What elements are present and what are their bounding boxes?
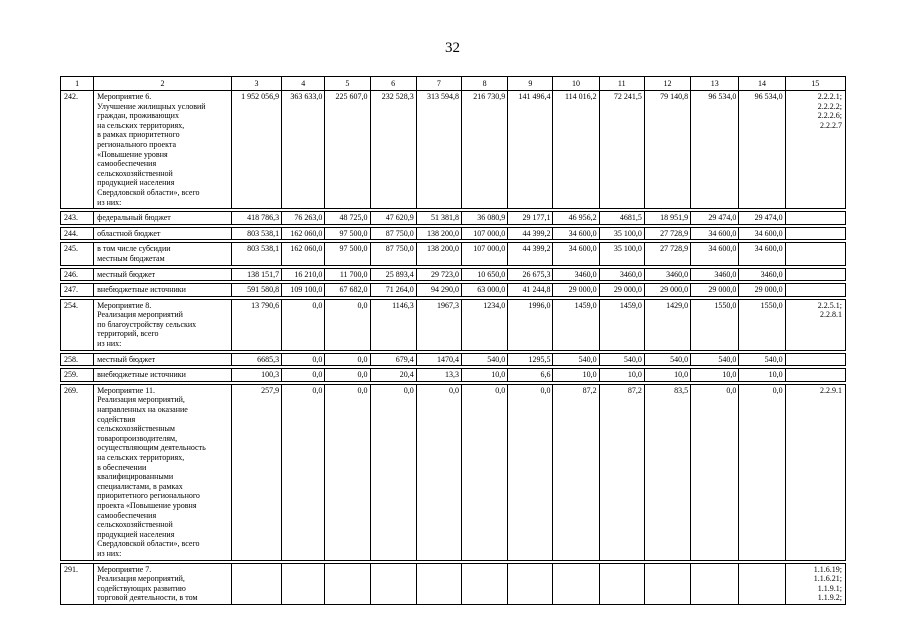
description-line: самообеспечения xyxy=(97,159,157,169)
amount-cell-col-11: 3460,0 xyxy=(599,268,644,281)
amount-cell-col-7: 1470,4 xyxy=(416,353,461,366)
amount-cell-col-5: 225 607,0 xyxy=(325,91,370,209)
description-line: Реализация мероприятий xyxy=(97,310,183,320)
amount-cell-col-6: 47 620,9 xyxy=(370,212,416,225)
amount-cell-col-10: 3460,0 xyxy=(553,268,599,281)
row-number: 247. xyxy=(61,284,94,297)
target-indicators xyxy=(785,353,845,366)
description-line: внебюджетные источники xyxy=(97,370,186,380)
amount-cell-col-3: 100,3 xyxy=(231,369,281,382)
amount-cell-col-3: 418 786,3 xyxy=(231,212,281,225)
row-description xyxy=(94,384,232,560)
amount-cell-col-13: 540,0 xyxy=(691,353,739,366)
amount-cell-col-14: 1550,0 xyxy=(739,299,785,350)
amount-cell-col-11: 29 000,0 xyxy=(599,284,644,297)
amount-cell-col-11: 35 100,0 xyxy=(599,227,644,240)
amount-cell-col-5: 67 682,0 xyxy=(325,284,370,297)
amount-cell-col-10 xyxy=(553,563,599,604)
amount-cell-col-7: 138 200,0 xyxy=(416,243,461,265)
amount-cell-col-5: 97 500,0 xyxy=(325,227,370,240)
description-line: специалистами, в рамках xyxy=(97,481,183,491)
description-line: Реализация мероприятий, xyxy=(97,395,185,405)
amount-cell-col-4: 76 263,0 xyxy=(282,212,325,225)
amount-cell-col-10: 34 600,0 xyxy=(553,227,599,240)
amount-cell-col-5: 0,0 xyxy=(325,369,370,382)
table-row xyxy=(61,227,846,240)
amount-cell-col-9 xyxy=(508,563,553,604)
amount-cell-col-4: 162 060,0 xyxy=(282,243,325,265)
amount-cell-col-4: 0,0 xyxy=(282,369,325,382)
target-indicator: 1.1.9.2; xyxy=(817,593,842,603)
amount-cell-col-8: 10,0 xyxy=(461,369,507,382)
amount-cell-col-8: 107 000,0 xyxy=(461,243,507,265)
description-line: Мероприятие 7. xyxy=(97,564,152,574)
amount-cell-col-6: 87 750,0 xyxy=(370,243,416,265)
amount-cell-col-6: 679,4 xyxy=(370,353,416,366)
amount-cell-col-14: 0,0 xyxy=(739,384,785,560)
row-number: 258. xyxy=(61,353,94,366)
amount-cell-col-9: 1996,0 xyxy=(508,299,553,350)
description-line: самообеспечения xyxy=(97,510,157,520)
row-number: 243. xyxy=(61,212,94,225)
amount-cell-col-13: 29 000,0 xyxy=(691,284,739,297)
amount-cell-col-5: 0,0 xyxy=(325,384,370,560)
target-indicators xyxy=(785,299,845,350)
table-row xyxy=(61,91,846,209)
amount-cell-col-11: 72 241,5 xyxy=(599,91,644,209)
table-row xyxy=(61,284,846,297)
description-line: в обеспечении xyxy=(97,462,147,472)
amount-cell-col-4: 16 210,0 xyxy=(282,268,325,281)
amount-cell-col-12: 79 140,8 xyxy=(644,91,690,209)
description-line: внебюджетные источники xyxy=(97,285,186,295)
description-line: приоритетного регионального xyxy=(97,491,200,501)
row-number: 246. xyxy=(61,268,94,281)
amount-cell-col-14: 29 474,0 xyxy=(739,212,785,225)
amount-cell-col-13: 10,0 xyxy=(691,369,739,382)
amount-cell-col-12: 3460,0 xyxy=(644,268,690,281)
table-row xyxy=(61,299,846,350)
amount-cell-col-10: 87,2 xyxy=(553,384,599,560)
amount-cell-col-9: 0,0 xyxy=(508,384,553,560)
description-line: Мероприятие 11. xyxy=(97,385,155,395)
row-description xyxy=(94,227,232,240)
table-row xyxy=(61,563,846,604)
row-number: 291. xyxy=(61,563,94,604)
amount-cell-col-7: 313 594,8 xyxy=(416,91,461,209)
amount-cell-col-10: 114 016,2 xyxy=(553,91,599,209)
target-indicators xyxy=(785,91,845,209)
description-line: по благоустройству сельских xyxy=(97,319,197,329)
target-indicators xyxy=(785,243,845,265)
row-number: 242. xyxy=(61,91,94,209)
row-description xyxy=(94,353,232,366)
amount-cell-col-7: 138 200,0 xyxy=(416,227,461,240)
amount-cell-col-3 xyxy=(231,563,281,604)
amount-cell-col-13: 3460,0 xyxy=(691,268,739,281)
description-line: в том числе субсидии xyxy=(97,244,171,254)
description-line: продукцией населения xyxy=(97,529,175,539)
amount-cell-col-9: 26 675,3 xyxy=(508,268,553,281)
amount-cell-col-11: 10,0 xyxy=(599,369,644,382)
description-line: в рамках приоритетного xyxy=(97,130,180,140)
amount-cell-col-3: 6685,3 xyxy=(231,353,281,366)
amount-cell-col-12 xyxy=(644,563,690,604)
column-number-10: 10 xyxy=(553,77,599,91)
column-number-6: 6 xyxy=(370,77,416,91)
row-description xyxy=(94,369,232,382)
description-line: регионального проекта xyxy=(97,139,177,149)
amount-cell-col-5: 97 500,0 xyxy=(325,243,370,265)
amount-cell-col-9: 44 399,2 xyxy=(508,243,553,265)
amount-cell-col-4: 0,0 xyxy=(282,299,325,350)
description-line: сельскохозяйственной xyxy=(97,168,173,178)
amount-cell-col-9: 141 496,4 xyxy=(508,91,553,209)
amount-cell-col-5 xyxy=(325,563,370,604)
column-number-row xyxy=(61,77,846,91)
description-line: Мероприятие 6. xyxy=(97,92,152,101)
amount-cell-col-7: 94 290,0 xyxy=(416,284,461,297)
description-line: Реализация мероприятий, xyxy=(97,574,185,584)
amount-cell-col-10: 10,0 xyxy=(553,369,599,382)
column-number-5: 5 xyxy=(325,77,370,91)
target-indicators xyxy=(785,227,845,240)
description-line: содействующих развитию xyxy=(97,583,186,593)
table-row xyxy=(61,212,846,225)
amount-cell-col-12: 27 728,9 xyxy=(644,227,690,240)
amount-cell-col-7: 29 723,0 xyxy=(416,268,461,281)
description-line: из них: xyxy=(97,548,122,558)
amount-cell-col-5: 48 725,0 xyxy=(325,212,370,225)
amount-cell-col-4: 109 100,0 xyxy=(282,284,325,297)
target-indicators xyxy=(785,268,845,281)
amount-cell-col-3: 803 538,1 xyxy=(231,227,281,240)
amount-cell-col-11: 4681,5 xyxy=(599,212,644,225)
amount-cell-col-9: 29 177,1 xyxy=(508,212,553,225)
target-indicators xyxy=(785,284,845,297)
table-row xyxy=(61,243,846,265)
amount-cell-col-3: 257,9 xyxy=(231,384,281,560)
amount-cell-col-12: 18 951,9 xyxy=(644,212,690,225)
amount-cell-col-6: 0,0 xyxy=(370,384,416,560)
amount-cell-col-13: 96 534,0 xyxy=(691,91,739,209)
amount-cell-col-12: 27 728,9 xyxy=(644,243,690,265)
description-line: Свердловской области», всего xyxy=(97,187,200,197)
target-indicator: 1.1.6.21; xyxy=(813,574,842,584)
column-number-13: 13 xyxy=(691,77,739,91)
amount-cell-col-6 xyxy=(370,563,416,604)
amount-cell-col-12: 29 000,0 xyxy=(644,284,690,297)
amount-cell-col-6: 20,4 xyxy=(370,369,416,382)
target-indicator: 2.2.2.1; xyxy=(817,92,842,101)
amount-cell-col-8: 216 730,9 xyxy=(461,91,507,209)
description-line: Мероприятие 8. xyxy=(97,300,152,310)
target-indicator: 2.2.2.2; xyxy=(817,101,842,111)
target-indicator: 1.1.9.1; xyxy=(817,583,842,593)
amount-cell-col-8: 10 650,0 xyxy=(461,268,507,281)
amount-cell-col-6: 87 750,0 xyxy=(370,227,416,240)
description-line: местный бюджет xyxy=(97,354,156,364)
target-indicators xyxy=(785,369,845,382)
row-number: 254. xyxy=(61,299,94,350)
amount-cell-col-5: 0,0 xyxy=(325,353,370,366)
amount-cell-col-3: 803 538,1 xyxy=(231,243,281,265)
table-row xyxy=(61,353,846,366)
amount-cell-col-8 xyxy=(461,563,507,604)
amount-cell-col-6: 71 264,0 xyxy=(370,284,416,297)
column-number-9: 9 xyxy=(508,77,553,91)
column-number-15: 15 xyxy=(785,77,845,91)
amount-cell-col-4: 363 633,0 xyxy=(282,91,325,209)
amount-cell-col-14 xyxy=(739,563,785,604)
table-row xyxy=(61,268,846,281)
row-number: 269. xyxy=(61,384,94,560)
amount-cell-col-9: 6,6 xyxy=(508,369,553,382)
row-description xyxy=(94,212,232,225)
amount-cell-col-14: 34 600,0 xyxy=(739,227,785,240)
description-line: сельскохозяйственным xyxy=(97,424,175,434)
column-number-2: 2 xyxy=(94,77,232,91)
description-line: из них: xyxy=(97,339,122,349)
amount-cell-col-3: 13 790,6 xyxy=(231,299,281,350)
description-line: местным бюджетам xyxy=(97,253,165,263)
description-line: Свердловской области», всего xyxy=(97,539,200,549)
amount-cell-col-4 xyxy=(282,563,325,604)
amount-cell-col-13: 34 600,0 xyxy=(691,243,739,265)
amount-cell-col-10: 29 000,0 xyxy=(553,284,599,297)
column-number-1: 1 xyxy=(61,77,94,91)
target-indicator: 2.2.8.1 xyxy=(820,310,842,320)
target-indicator: 2.2.2.7 xyxy=(820,120,842,130)
column-number-3: 3 xyxy=(231,77,281,91)
amount-cell-col-14: 3460,0 xyxy=(739,268,785,281)
description-line: из них: xyxy=(97,197,122,207)
table-row xyxy=(61,384,846,560)
description-line: осуществляющим деятельность xyxy=(97,443,206,453)
description-line: граждан, проживающих xyxy=(97,111,179,121)
target-indicator: 2.2.9.1 xyxy=(820,385,842,395)
amount-cell-col-14: 540,0 xyxy=(739,353,785,366)
amount-cell-col-13: 34 600,0 xyxy=(691,227,739,240)
amount-cell-col-10: 540,0 xyxy=(553,353,599,366)
amount-cell-col-8: 540,0 xyxy=(461,353,507,366)
target-indicators xyxy=(785,563,845,604)
amount-cell-col-12: 83,5 xyxy=(644,384,690,560)
amount-cell-col-10: 1459,0 xyxy=(553,299,599,350)
amount-cell-col-3: 1 952 056,9 xyxy=(231,91,281,209)
description-line: квалифицированными xyxy=(97,472,174,482)
description-line: сельскохозяйственной xyxy=(97,520,173,530)
description-line: областной бюджет xyxy=(97,228,161,238)
description-line: товаропроизводителям, xyxy=(97,433,178,443)
description-line: территорий, всего xyxy=(97,329,159,339)
description-line: на сельских территориях, xyxy=(97,453,185,462)
amount-cell-col-6: 25 893,4 xyxy=(370,268,416,281)
amount-cell-col-11: 35 100,0 xyxy=(599,243,644,265)
target-indicator: 1.1.6.19; xyxy=(813,564,842,574)
table-body xyxy=(61,77,846,605)
column-number-12: 12 xyxy=(644,77,690,91)
column-number-11: 11 xyxy=(599,77,644,91)
amount-cell-col-11: 540,0 xyxy=(599,353,644,366)
amount-cell-col-7 xyxy=(416,563,461,604)
budget-table xyxy=(60,76,846,605)
row-description xyxy=(94,91,232,209)
description-line: Улучшение жилищных условий xyxy=(97,101,206,111)
amount-cell-col-8: 36 080,9 xyxy=(461,212,507,225)
amount-cell-col-12: 1429,0 xyxy=(644,299,690,350)
row-description xyxy=(94,299,232,350)
row-number: 245. xyxy=(61,243,94,265)
amount-cell-col-14: 29 000,0 xyxy=(739,284,785,297)
amount-cell-col-7: 0,0 xyxy=(416,384,461,560)
column-number-14: 14 xyxy=(739,77,785,91)
amount-cell-col-4: 0,0 xyxy=(282,353,325,366)
target-indicators xyxy=(785,384,845,560)
description-line: содействия xyxy=(97,414,136,424)
target-indicator: 2.2.5.1; xyxy=(817,300,842,310)
row-description xyxy=(94,563,232,604)
column-number-7: 7 xyxy=(416,77,461,91)
amount-cell-col-7: 13,3 xyxy=(416,369,461,382)
amount-cell-col-10: 46 956,2 xyxy=(553,212,599,225)
amount-cell-col-13 xyxy=(691,563,739,604)
target-indicators xyxy=(785,212,845,225)
description-line: местный бюджет xyxy=(97,269,156,279)
amount-cell-col-7: 51 381,8 xyxy=(416,212,461,225)
amount-cell-col-4: 162 060,0 xyxy=(282,227,325,240)
row-description xyxy=(94,243,232,265)
amount-cell-col-5: 11 700,0 xyxy=(325,268,370,281)
amount-cell-col-11 xyxy=(599,563,644,604)
description-line: продукцией населения xyxy=(97,178,175,188)
amount-cell-col-8: 0,0 xyxy=(461,384,507,560)
amount-cell-col-11: 1459,0 xyxy=(599,299,644,350)
amount-cell-col-14: 96 534,0 xyxy=(739,91,785,209)
description-line: торговой деятельности, в том xyxy=(97,593,198,603)
amount-cell-col-13: 1550,0 xyxy=(691,299,739,350)
row-number: 259. xyxy=(61,369,94,382)
amount-cell-col-11: 87,2 xyxy=(599,384,644,560)
amount-cell-col-5: 0,0 xyxy=(325,299,370,350)
column-number-4: 4 xyxy=(282,77,325,91)
amount-cell-col-9: 44 399,2 xyxy=(508,227,553,240)
amount-cell-col-8: 63 000,0 xyxy=(461,284,507,297)
amount-cell-col-12: 10,0 xyxy=(644,369,690,382)
row-description xyxy=(94,268,232,281)
amount-cell-col-4: 0,0 xyxy=(282,384,325,560)
target-indicator: 2.2.2.6; xyxy=(817,111,842,121)
description-line: на сельских территориях, xyxy=(97,120,185,130)
amount-cell-col-6: 232 528,3 xyxy=(370,91,416,209)
amount-cell-col-12: 540,0 xyxy=(644,353,690,366)
row-number: 244. xyxy=(61,227,94,240)
amount-cell-col-6: 1146,3 xyxy=(370,299,416,350)
amount-cell-col-13: 0,0 xyxy=(691,384,739,560)
amount-cell-col-14: 34 600,0 xyxy=(739,243,785,265)
column-number-8: 8 xyxy=(461,77,507,91)
page-number: 32 xyxy=(445,40,460,56)
amount-cell-col-8: 107 000,0 xyxy=(461,227,507,240)
description-line: «Повышение уровня xyxy=(97,149,168,159)
amount-cell-col-13: 29 474,0 xyxy=(691,212,739,225)
amount-cell-col-9: 1295,5 xyxy=(508,353,553,366)
row-description xyxy=(94,284,232,297)
amount-cell-col-9: 41 244,8 xyxy=(508,284,553,297)
amount-cell-col-7: 1967,3 xyxy=(416,299,461,350)
amount-cell-col-3: 591 580,8 xyxy=(231,284,281,297)
amount-cell-col-14: 10,0 xyxy=(739,369,785,382)
amount-cell-col-3: 138 151,7 xyxy=(231,268,281,281)
description-line: проекта «Повышение уровня xyxy=(97,500,197,510)
table-row xyxy=(61,369,846,382)
amount-cell-col-10: 34 600,0 xyxy=(553,243,599,265)
description-line: направленных на оказание xyxy=(97,405,188,415)
amount-cell-col-8: 1234,0 xyxy=(461,299,507,350)
description-line: федеральный бюджет xyxy=(97,213,171,223)
